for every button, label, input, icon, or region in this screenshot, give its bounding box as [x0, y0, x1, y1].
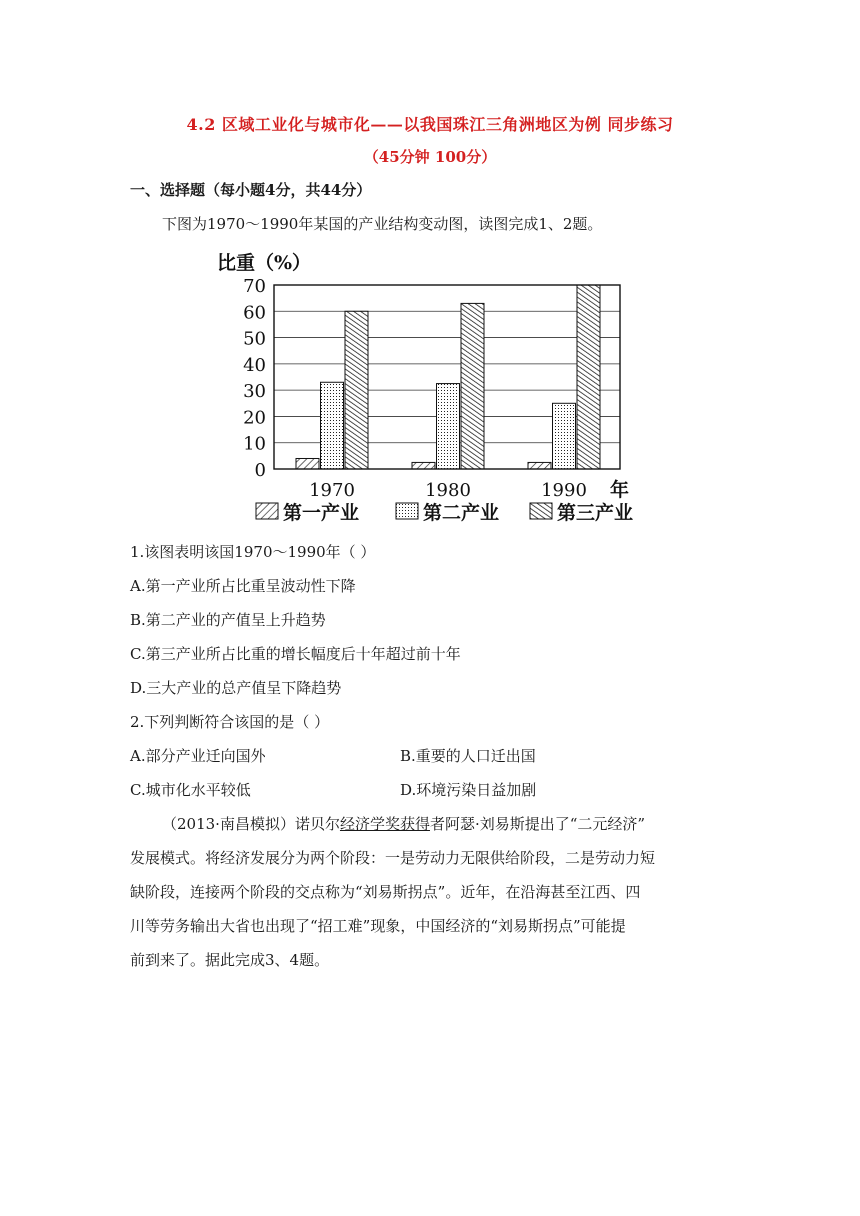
passage-line-1-post: 者阿瑟·刘易斯提出了“二元经济”: [429, 815, 646, 833]
q1-stem: 1.该图表明该国1970～1990年（ ）: [130, 543, 376, 561]
bar-2-1980: [437, 384, 460, 469]
chart-ylabel: 比重（%）: [217, 252, 312, 274]
x-tick-label: 1980: [425, 480, 471, 501]
legend-label: 第三产业: [557, 502, 634, 524]
legend-swatch: [530, 503, 552, 519]
legend-swatch: [396, 503, 418, 519]
legend-swatch: [256, 503, 278, 519]
passage-line-4: 川等劳务输出大省也出现了“招工难”现象，中国经济的“刘易斯拐点”可能提: [130, 917, 626, 935]
passage-underlined-term: 经济学奖获得: [339, 815, 430, 833]
q2-option-a: A.部分产业迁向国外: [130, 747, 266, 765]
y-tick-label: 70: [243, 276, 266, 297]
y-tick-label: 20: [243, 407, 266, 429]
q2-option-d: D.环境污染日益加剧: [400, 781, 537, 799]
y-tick-label: 10: [243, 433, 266, 455]
bar-3-1990: [577, 285, 600, 469]
doc-title: 4.2 区域工业化与城市化——以我国珠江三角洲地区为例 同步练习: [186, 115, 674, 134]
q1-option-c: C.第三产业所占比重的增长幅度后十年超过前十年: [130, 645, 461, 663]
chart-intro: 下图为1970～1990年某国的产业结构变动图，读图完成1、2题。: [162, 215, 603, 233]
q1-option-d: D.三大产业的总产值呈下降趋势: [130, 679, 342, 697]
legend-label: 第二产业: [423, 502, 500, 524]
passage-line-1: [162, 813, 645, 834]
industry-structure-chart: [212, 242, 652, 532]
bar-1-1970: [296, 458, 319, 469]
q2-option-b: B.重要的人口迁出国: [400, 747, 536, 765]
q1-option-a: A.第一产业所占比重呈波动性下降: [130, 577, 356, 595]
y-tick-label: 30: [243, 381, 266, 403]
bar-3-1970: [345, 311, 368, 469]
section-heading: 一、选择题（每小题4分，共44分）: [130, 181, 372, 199]
doc-subtitle: （45分钟 100分）: [363, 148, 497, 166]
passage-line-1-pre: （2013·南昌模拟）诺贝尔: [162, 815, 340, 833]
passage-line-3: 缺阶段，连接两个阶段的交点称为“刘易斯拐点”。近年，在沿海甚至江西、四: [130, 883, 641, 901]
bar-3-1980: [461, 303, 484, 469]
y-tick-label: 0: [254, 460, 266, 481]
bar-2-1990: [553, 403, 576, 469]
y-tick-label: 40: [243, 354, 266, 376]
q2-stem: 2.下列判断符合该国的是（ ）: [130, 713, 330, 731]
x-tick-label: 1970: [309, 480, 355, 501]
q2-option-c: C.城市化水平较低: [130, 781, 251, 799]
passage-line-5: 前到来了。据此完成3、4题。: [130, 951, 330, 969]
bar-1-1990: [528, 462, 551, 469]
legend-label: 第一产业: [283, 502, 360, 524]
y-tick-label: 50: [243, 328, 266, 350]
chart-xlabel: 年: [610, 479, 630, 501]
y-tick-label: 60: [243, 302, 266, 324]
passage-line-2: 发展模式。将经济发展分为两个阶段：一是劳动力无限供给阶段，二是劳动力短: [130, 849, 656, 867]
q1-option-b: B.第二产业的产值呈上升趋势: [130, 611, 326, 629]
bar-1-1980: [412, 462, 435, 469]
bar-2-1970: [321, 382, 344, 469]
x-tick-label: 1990: [541, 480, 587, 501]
